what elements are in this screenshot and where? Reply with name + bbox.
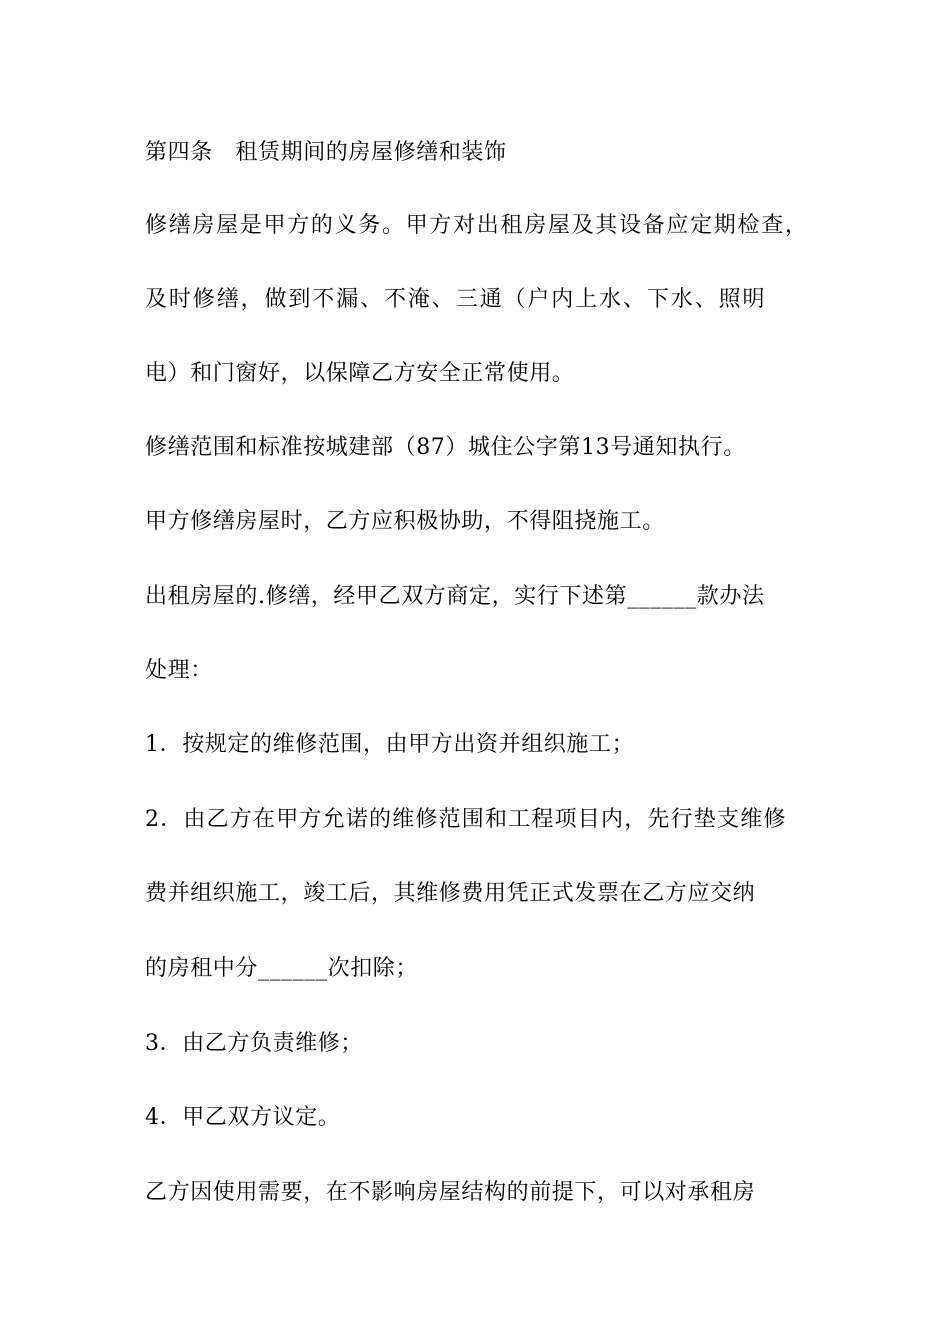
list-item-continuation: 费并组织施工，竣工后，其维修费用凭正式发票在乙方应交纳 <box>145 881 756 906</box>
list-item: 2．由乙方在甲方允诺的维修范围和工程项目内，先行垫支维修 <box>145 807 787 832</box>
article-heading: 第四条 租赁期间的房屋修缮和装饰 <box>145 140 507 165</box>
list-item: 4．甲乙双方议定。 <box>145 1105 341 1130</box>
paragraph-line: 甲方修缮房屋时，乙方应积极协助，不得阻挠施工。 <box>145 509 665 534</box>
paragraph-line: 及时修缮，做到不漏、不淹、三通（户内上水、下水、照明 <box>145 287 767 312</box>
paragraph-line: 处理： <box>145 658 213 683</box>
paragraph-line: 修缮范围和标准按城建部（87）城住公字第13号通知执行。 <box>145 435 746 460</box>
paragraph-line: 修缮房屋是甲方的义务。甲方对出租房屋及其设备应定期检查， <box>145 213 809 238</box>
paragraph-line: 乙方因使用需要，在不影响房屋结构的前提下，可以对承租房 <box>145 1180 756 1205</box>
paragraph-line: 出租房屋的.修缮，经甲乙双方商定，实行下述第______款办法 <box>145 584 765 609</box>
list-item-continuation: 的房租中分______次扣除； <box>145 956 419 981</box>
list-item: 1．按规定的维修范围，由甲方出资并组织施工； <box>145 732 635 757</box>
list-item: 3．由乙方负责维修； <box>145 1031 363 1056</box>
paragraph-line: 电）和门窗好，以保障乙方安全正常使用。 <box>145 361 575 386</box>
